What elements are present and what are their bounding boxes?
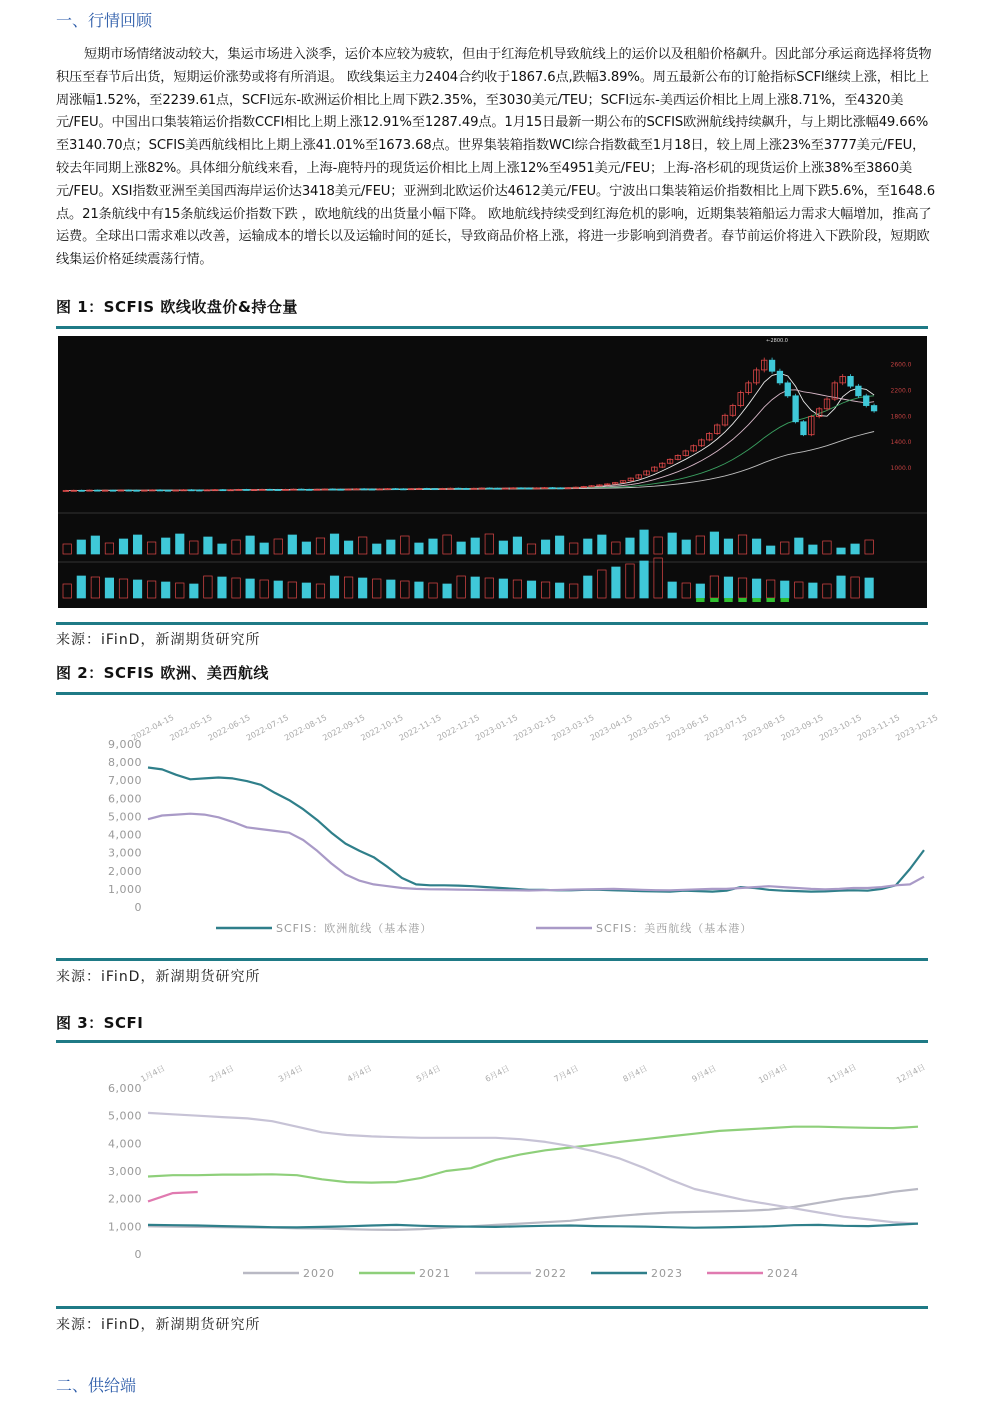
open-interest-bar bbox=[330, 576, 338, 598]
x-tick-label: 2023-02-15 bbox=[512, 712, 558, 743]
x-tick-label: 2022-11-15 bbox=[397, 712, 443, 743]
y-tick-label: 8,000 bbox=[108, 756, 142, 770]
open-interest-change-bar bbox=[781, 598, 789, 602]
x-tick-label: 2023-10-15 bbox=[817, 712, 864, 743]
price-tick-label: 2200.0 bbox=[890, 387, 912, 395]
open-interest-change-bar bbox=[752, 598, 760, 602]
y-tick-label: 9,000 bbox=[108, 738, 142, 751]
open-interest-bar bbox=[837, 576, 845, 598]
open-interest-bar bbox=[344, 577, 352, 598]
candle-body bbox=[495, 488, 500, 489]
volume-bar bbox=[260, 543, 268, 554]
candle-body bbox=[801, 422, 806, 435]
volume-bar bbox=[387, 540, 395, 554]
moving-average-line bbox=[66, 432, 874, 491]
price-tick-label: 1000.0 bbox=[890, 465, 912, 473]
open-interest-bar bbox=[415, 582, 423, 598]
open-interest-bar bbox=[696, 584, 704, 598]
candle-body bbox=[393, 489, 398, 490]
figure1-bottom-rule bbox=[56, 622, 928, 625]
volume-bar bbox=[724, 539, 732, 554]
open-interest-change-bar bbox=[738, 598, 746, 602]
y-tick-label: 3,000 bbox=[108, 846, 142, 860]
volume-bar bbox=[569, 543, 577, 554]
y-tick-label: 0 bbox=[134, 901, 142, 914]
figure2-line-chart bbox=[58, 702, 940, 954]
x-tick-label: 2022-12-15 bbox=[435, 712, 482, 743]
open-interest-bar bbox=[710, 576, 718, 598]
volume-bar bbox=[682, 540, 690, 554]
x-tick-label: 10月4日 bbox=[757, 1062, 789, 1086]
y-tick-label: 6,000 bbox=[108, 1082, 142, 1095]
x-tick-label: 2023-01-15 bbox=[473, 712, 520, 743]
x-tick-label: 1月4日 bbox=[139, 1063, 167, 1084]
open-interest-bar bbox=[373, 579, 381, 598]
figure1-svg bbox=[58, 336, 927, 608]
candle-body bbox=[189, 490, 194, 491]
volume-bar bbox=[63, 544, 71, 554]
y-tick-label: 4,000 bbox=[108, 1137, 142, 1151]
y-tick-label: 5,000 bbox=[108, 1109, 142, 1123]
volume-bar bbox=[302, 542, 310, 554]
volume-bar bbox=[640, 530, 648, 554]
candle-body bbox=[526, 488, 531, 489]
open-interest-bar bbox=[527, 581, 535, 598]
open-interest-change-bar bbox=[724, 598, 732, 602]
series-line bbox=[148, 1224, 918, 1228]
volume-bar bbox=[344, 541, 352, 554]
open-interest-change-bar bbox=[696, 598, 704, 602]
candle-body bbox=[518, 488, 523, 489]
volume-bar bbox=[809, 545, 817, 554]
series-line bbox=[148, 1113, 918, 1224]
volume-bar bbox=[499, 541, 507, 554]
open-interest-bar bbox=[612, 567, 620, 598]
x-tick-label: 2月4日 bbox=[208, 1063, 236, 1084]
open-interest-bar bbox=[401, 581, 409, 598]
x-tick-label: 2022-06-15 bbox=[206, 712, 252, 743]
candle-body bbox=[487, 488, 492, 489]
x-tick-label: 9月4日 bbox=[690, 1063, 718, 1084]
volume-bar bbox=[190, 541, 198, 554]
x-tick-label: 11月4日 bbox=[825, 1062, 858, 1086]
volume-bar bbox=[752, 539, 760, 554]
volume-bar bbox=[358, 537, 366, 554]
figure3-bottom-rule bbox=[56, 1306, 928, 1309]
volume-bar bbox=[232, 540, 240, 554]
open-interest-bar bbox=[77, 576, 85, 598]
open-interest-bar bbox=[809, 583, 817, 598]
candle-body bbox=[848, 376, 853, 386]
volume-bar bbox=[865, 540, 873, 554]
section-title-supply: 二、供给端 bbox=[56, 1376, 137, 1395]
candle-body bbox=[463, 488, 468, 489]
y-tick-label: 2,000 bbox=[108, 864, 142, 878]
open-interest-bar bbox=[513, 580, 521, 598]
x-tick-label: 7月4日 bbox=[552, 1063, 580, 1084]
volume-bar bbox=[147, 542, 155, 554]
x-tick-label: 5月4日 bbox=[414, 1063, 443, 1084]
candle-body bbox=[338, 489, 343, 490]
volume-bar bbox=[485, 534, 493, 554]
legend-label: 2021 bbox=[419, 1267, 451, 1280]
open-interest-bar bbox=[443, 584, 451, 598]
open-interest-bar bbox=[766, 580, 774, 598]
x-tick-label: 2023-12-15 bbox=[894, 712, 940, 743]
y-tick-label: 6,000 bbox=[108, 792, 142, 806]
y-tick-label: 1,000 bbox=[108, 882, 142, 896]
legend-label: SCFIS：欧洲航线（基本港） bbox=[276, 922, 433, 935]
open-interest-bar bbox=[555, 583, 563, 598]
candle-body bbox=[110, 490, 115, 491]
figure3-svg bbox=[58, 1060, 927, 1306]
volume-bar bbox=[823, 541, 831, 554]
open-interest-bar bbox=[63, 584, 71, 598]
y-tick-label: 2,000 bbox=[108, 1192, 142, 1206]
x-tick-label: 2022-05-15 bbox=[168, 712, 214, 743]
open-interest-bar bbox=[626, 564, 634, 598]
open-interest-bar bbox=[246, 579, 254, 598]
volume-bar bbox=[77, 540, 85, 554]
series-line bbox=[148, 1127, 918, 1183]
x-tick-label: 2023-11-15 bbox=[855, 712, 902, 743]
section-title-market-review: 一、行情回顾 bbox=[56, 11, 153, 30]
open-interest-bar bbox=[668, 582, 676, 598]
open-interest-bar bbox=[176, 583, 184, 598]
y-tick-label: 5,000 bbox=[108, 810, 142, 824]
open-interest-bar bbox=[682, 583, 690, 598]
candle-body bbox=[550, 488, 555, 489]
volume-bar bbox=[738, 535, 746, 554]
volume-bar bbox=[598, 535, 606, 554]
volume-bar bbox=[668, 533, 676, 554]
series-line bbox=[148, 1192, 198, 1201]
figure1-source: 来源：iFinD，新湖期货研究所 bbox=[56, 632, 261, 648]
candle-body bbox=[777, 371, 782, 383]
candle-body bbox=[369, 489, 374, 490]
candle-body bbox=[557, 488, 562, 489]
candle-body bbox=[424, 488, 429, 489]
open-interest-bar bbox=[499, 579, 507, 598]
candle-body bbox=[244, 489, 249, 490]
open-interest-change-bar bbox=[766, 598, 774, 602]
moving-average-line bbox=[66, 373, 874, 490]
y-tick-label: 4,000 bbox=[108, 828, 142, 842]
candle-body bbox=[275, 490, 280, 491]
candle-body bbox=[95, 490, 100, 491]
open-interest-change-bar bbox=[710, 598, 718, 602]
x-tick-label: 2023-07-15 bbox=[703, 712, 749, 743]
y-tick-label: 7,000 bbox=[108, 774, 142, 788]
moving-average-line bbox=[66, 390, 874, 491]
volume-bar bbox=[851, 544, 859, 554]
volume-bar bbox=[330, 534, 338, 554]
candle-body bbox=[785, 383, 790, 396]
high-price-label: ←2800.0 bbox=[766, 338, 788, 344]
open-interest-bar bbox=[358, 578, 366, 598]
volume-bar bbox=[513, 537, 521, 554]
y-tick-label: 1,000 bbox=[108, 1220, 142, 1234]
volume-bar bbox=[612, 542, 620, 554]
open-interest-bar bbox=[316, 584, 324, 598]
candle-body bbox=[197, 490, 202, 491]
open-interest-bar bbox=[232, 578, 240, 598]
volume-bar bbox=[133, 535, 141, 554]
candle-body bbox=[79, 490, 84, 491]
open-interest-bar bbox=[274, 581, 282, 598]
volume-bar bbox=[246, 536, 254, 554]
x-tick-label: 3月4日 bbox=[276, 1063, 305, 1084]
open-interest-bar bbox=[654, 558, 662, 598]
open-interest-bar bbox=[457, 576, 465, 598]
y-tick-label: 0 bbox=[134, 1248, 142, 1261]
candle-body bbox=[299, 489, 304, 490]
open-interest-bar bbox=[752, 579, 760, 598]
volume-bar bbox=[696, 536, 704, 554]
candle-body bbox=[165, 490, 170, 491]
volume-bar bbox=[316, 538, 324, 554]
candle-body bbox=[863, 396, 868, 406]
volume-bar bbox=[288, 535, 296, 554]
candle-body bbox=[306, 489, 311, 490]
open-interest-bar bbox=[161, 582, 169, 598]
open-interest-bar bbox=[260, 580, 268, 598]
volume-bar bbox=[443, 535, 451, 554]
candle-body bbox=[793, 396, 798, 422]
open-interest-bar bbox=[204, 576, 212, 598]
open-interest-bar bbox=[218, 577, 226, 598]
legend-label: SCFIS：美西航线（基本港） bbox=[596, 922, 753, 935]
figure2-bottom-rule bbox=[56, 958, 928, 961]
x-tick-label: 2022-04-15 bbox=[130, 712, 176, 743]
figure2-source: 来源：iFinD，新湖期货研究所 bbox=[56, 969, 261, 985]
volume-bar bbox=[710, 532, 718, 554]
open-interest-bar bbox=[865, 578, 873, 598]
candle-body bbox=[856, 386, 861, 396]
figure3-source: 来源：iFinD，新湖期货研究所 bbox=[56, 1317, 261, 1333]
volume-bar bbox=[837, 548, 845, 554]
volume-bar bbox=[274, 539, 282, 554]
open-interest-bar bbox=[190, 584, 198, 598]
candle-body bbox=[432, 489, 437, 490]
volume-bar bbox=[105, 543, 113, 554]
open-interest-bar bbox=[91, 577, 99, 598]
figure2-svg bbox=[58, 702, 940, 954]
volume-bar bbox=[457, 542, 465, 554]
x-tick-label: 2023-09-15 bbox=[779, 712, 825, 743]
x-tick-label: 2022-09-15 bbox=[321, 712, 367, 743]
legend-label: 2023 bbox=[651, 1267, 683, 1280]
y-tick-label: 3,000 bbox=[108, 1165, 142, 1178]
open-interest-bar bbox=[851, 577, 859, 598]
legend-label: 2022 bbox=[535, 1267, 567, 1280]
figure1-candlestick-chart bbox=[58, 336, 927, 608]
open-interest-bar bbox=[119, 579, 127, 598]
volume-bar bbox=[415, 543, 423, 554]
candle-body bbox=[769, 360, 774, 371]
legend-label: 2020 bbox=[303, 1267, 335, 1280]
open-interest-bar bbox=[429, 583, 437, 598]
volume-bar bbox=[176, 534, 184, 554]
candle-body bbox=[157, 490, 162, 491]
x-tick-label: 12月4日 bbox=[894, 1062, 927, 1086]
open-interest-bar bbox=[387, 580, 395, 598]
volume-bar bbox=[429, 539, 437, 554]
volume-bar bbox=[119, 539, 127, 554]
figure3-top-rule bbox=[56, 1040, 928, 1043]
volume-bar bbox=[654, 537, 662, 554]
open-interest-bar bbox=[569, 584, 577, 598]
figure3-line-chart bbox=[58, 1060, 927, 1306]
candle-body bbox=[126, 490, 131, 491]
open-interest-bar bbox=[584, 576, 592, 598]
volume-bar bbox=[527, 544, 535, 554]
figure1-top-rule bbox=[56, 326, 928, 329]
candle-body bbox=[361, 489, 366, 490]
candle-body bbox=[455, 488, 460, 489]
open-interest-bar bbox=[738, 578, 746, 598]
x-tick-label: 2022-07-15 bbox=[244, 712, 291, 743]
x-tick-label: 4月4日 bbox=[345, 1063, 374, 1084]
market-review-paragraph: 短期市场情绪波动较大，集运市场进入淡季，运价本应较为疲软，但由于红海危机导致航线上的运价以及租船价格飙升。因此部分承运商选择将货物积压至春节后出货，短期运价涨势或将有所消退。 欧线集运主力2404合约收于1867.6点,跌幅3.89%。周五最新公布的订舱指标SCFI继续上涨，相比上周涨幅1.52%，至2239.61点，SCFI远东-欧洲运价相比上周下跌2.35%，至3030美元/TEU；SCFI远东-美西运价相比上周上涨8.71%，至4320美元/FEU。中国出口集装箱运价指数CCFI相比上期上涨12.91%至1287.49点。1月15日最新一期公布的SCFIS欧洲航线持续飙升，与上期比涨幅49.66%至3140.70点；SCFIS美西航线相比上期上涨41.01%至1673.68点。世界集装箱指数WCI综合指数截至1月18日，较上周上涨23%至3777美元/FEU，较去年同期上涨82%。具体细分航线来看，上海-鹿特丹的现货运价相比上周上涨12%至4951美元/FEU；上海-洛杉矶的现货运价上涨38%至3860美元/FEU。XSI指数亚洲至美国西海岸运价达3418美元/FEU；亚洲到北欧运价达4612美元/FEU。宁波出口集装箱运价指数相比上周下跌5.6%，至1648.6点。21条航线中有15条航线运价指数下跌 ，欧地航线的出货量小幅下降。 欧地航线持续受到红海危机的影响，近期集装箱船运力需求大幅增加，推高了运费。全球出口需求难以改善，运输成本的增长以及运输时间的延长，导致商品价格上涨，将进一步影响到消费者。春节前运价将进入下跌阶段，短期欧线集运价格延续震荡行情。 bbox=[56, 47, 935, 268]
figure2-top-rule bbox=[56, 692, 928, 695]
candle-body bbox=[871, 406, 876, 411]
volume-bar bbox=[795, 538, 803, 554]
open-interest-bar bbox=[485, 578, 493, 598]
open-interest-bar bbox=[302, 583, 310, 598]
x-tick-label: 2023-08-15 bbox=[741, 712, 787, 743]
x-tick-label: 6月4日 bbox=[483, 1063, 512, 1084]
volume-bar bbox=[161, 538, 169, 554]
candle-body bbox=[267, 489, 272, 490]
figure1-title: 图 1：SCFIS 欧线收盘价&持仓量 bbox=[56, 298, 298, 316]
open-interest-bar bbox=[781, 581, 789, 598]
legend-label: 2024 bbox=[767, 1267, 799, 1280]
open-interest-bar bbox=[288, 582, 296, 598]
open-interest-bar bbox=[147, 581, 155, 598]
x-tick-label: 2023-04-15 bbox=[588, 712, 634, 743]
open-interest-bar bbox=[471, 577, 479, 598]
volume-bar bbox=[204, 537, 212, 554]
candle-body bbox=[330, 489, 335, 490]
open-interest-bar bbox=[823, 584, 831, 598]
volume-bar bbox=[471, 538, 479, 554]
open-interest-bar bbox=[541, 582, 549, 598]
x-tick-label: 2023-05-15 bbox=[626, 712, 673, 743]
volume-bar bbox=[218, 544, 226, 554]
volume-bar bbox=[373, 544, 381, 554]
open-interest-bar bbox=[133, 580, 141, 598]
volume-bar bbox=[541, 540, 549, 554]
x-tick-label: 8月4日 bbox=[621, 1063, 649, 1084]
volume-bar bbox=[626, 538, 634, 554]
volume-bar bbox=[781, 542, 789, 554]
price-tick-label: 1400.0 bbox=[890, 439, 912, 447]
open-interest-bar bbox=[105, 578, 113, 598]
moving-average-line bbox=[66, 396, 874, 491]
series-line bbox=[148, 814, 924, 891]
open-interest-bar bbox=[724, 577, 732, 598]
x-tick-label: 2022-08-15 bbox=[282, 712, 329, 743]
open-interest-bar bbox=[598, 570, 606, 598]
x-tick-label: 2023-06-15 bbox=[664, 712, 711, 743]
candle-body bbox=[134, 490, 139, 491]
candle-body bbox=[401, 489, 406, 490]
volume-bar bbox=[766, 546, 774, 554]
candle-body bbox=[220, 490, 225, 491]
volume-bar bbox=[584, 539, 592, 554]
price-tick-label: 1800.0 bbox=[890, 413, 912, 421]
figure3-title: 图 3：SCFI bbox=[56, 1014, 144, 1032]
figure2-title: 图 2：SCFIS 欧洲、美西航线 bbox=[56, 664, 269, 682]
volume-bar bbox=[401, 536, 409, 554]
volume-bar bbox=[555, 536, 563, 554]
x-tick-label: 2023-03-15 bbox=[550, 712, 596, 743]
price-tick-label: 2600.0 bbox=[890, 361, 912, 369]
volume-bar bbox=[91, 536, 99, 554]
open-interest-bar bbox=[795, 582, 803, 598]
open-interest-bar bbox=[640, 561, 648, 598]
x-tick-label: 2022-10-15 bbox=[359, 712, 405, 743]
